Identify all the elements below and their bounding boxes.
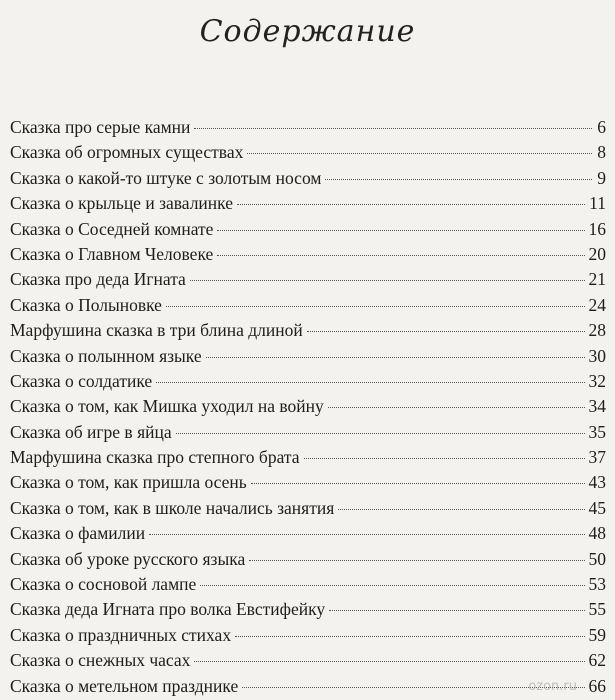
toc-entry-title: Сказка о том, как Мишка уходил на войну [10, 396, 324, 417]
toc-entry [10, 420, 606, 445]
toc-entry-title: Сказка о крыльце и завалинке [10, 193, 233, 214]
toc-entry [10, 140, 606, 165]
toc-entry [10, 623, 606, 648]
toc-entry-title: Сказка об огромных существах [10, 142, 244, 163]
toc-entry-page-number: 6 [597, 117, 606, 137]
toc-entry [10, 470, 606, 495]
dot-leader [190, 280, 585, 281]
toc-entry-page-number: 35 [588, 421, 606, 442]
toc-entry-page-number: 30 [588, 345, 606, 366]
dot-leader [251, 483, 585, 484]
toc-entry-page-number: 9 [597, 167, 606, 188]
toc-entry-title: Сказка о полынном языке [10, 345, 202, 366]
toc-entry-title: Сказка о том, как в школе начались занятия [10, 497, 335, 518]
toc-entry [10, 217, 606, 242]
toc-entry-title: Марфушина сказка про степного брата [10, 447, 300, 468]
dot-leader [149, 534, 584, 535]
toc-entry-page-number: 43 [588, 472, 606, 493]
toc-entry-page-number: 11 [589, 193, 606, 214]
dot-leader [307, 331, 585, 332]
toc-entry [10, 369, 606, 394]
toc-entry-page-number: 37 [588, 447, 606, 468]
dot-leader [235, 636, 584, 637]
dot-leader [166, 306, 585, 307]
toc-entry-title: Сказка о солдатике [10, 370, 153, 391]
toc-entry [10, 115, 606, 140]
toc-entry-page-number: 55 [588, 599, 606, 620]
toc-entry-page-number: 59 [588, 624, 606, 645]
dot-leader [329, 610, 584, 611]
dot-leader [156, 382, 584, 383]
dot-leader [176, 433, 585, 434]
toc-entry-title: Сказка о Полыновке [10, 294, 162, 315]
toc-entry [10, 344, 606, 369]
dot-leader [304, 458, 585, 459]
toc-entry-title: Сказка деда Игната про волка Евстифейку [10, 599, 326, 620]
dot-leader [217, 255, 584, 256]
toc-entry [10, 293, 606, 318]
dot-leader [206, 357, 585, 358]
toc-entry [10, 572, 606, 597]
toc-entry [10, 648, 606, 673]
toc-entry-page-number: 21 [588, 269, 606, 290]
dot-leader [338, 509, 584, 510]
dot-leader [217, 230, 584, 231]
dot-leader [200, 585, 584, 586]
toc-entry-page-number: 20 [588, 243, 606, 264]
toc-entry [10, 166, 606, 191]
toc-entry [10, 674, 606, 699]
toc-entry-page-number: 48 [588, 523, 606, 544]
toc-entry-title: Марфушина сказка в три блина длиной [10, 320, 303, 341]
toc-entry-title: Сказка об игре в яйца [10, 421, 172, 442]
toc-entry-title: Сказка о снежных часах [10, 650, 191, 671]
toc-entry-page-number: 62 [588, 650, 606, 671]
dot-leader [325, 179, 592, 180]
watermark: ozon.ru [528, 679, 577, 694]
toc-entry [10, 191, 606, 216]
toc-entry-title: Сказка про серые камни [10, 117, 191, 137]
toc-entry [10, 445, 606, 470]
dot-leader [249, 560, 584, 561]
toc-entry-title: Сказка о праздничных стихах [10, 624, 232, 645]
toc-entry-page-number: 34 [588, 396, 606, 417]
dot-leader [194, 661, 584, 662]
toc-entry [10, 267, 606, 292]
toc-entry [10, 521, 606, 546]
toc-entry [10, 242, 606, 267]
toc-entry-title: Сказка про деда Игната [10, 269, 186, 290]
page-title: Содержание [199, 14, 416, 49]
toc-entry-page-number: 28 [588, 320, 606, 341]
toc-entry-title: Сказка о Соседней комнате [10, 218, 214, 239]
toc-entry-page-number: 16 [588, 218, 606, 239]
toc-entry-page-number: 32 [588, 370, 606, 391]
table-of-contents [10, 115, 606, 699]
toc-entry-title: Сказка о фамилии [10, 523, 146, 544]
toc-entry-title: Сказка о Главном Человеке [10, 243, 214, 264]
dot-leader [194, 128, 592, 129]
toc-entry-title: Сказка о том, как пришла осень [10, 472, 247, 493]
toc-entry-page-number: 66 [588, 675, 606, 696]
toc-entry-page-number: 45 [588, 497, 606, 518]
toc-entry-page-number: 53 [588, 574, 606, 595]
toc-entry [10, 394, 606, 419]
toc-entry-title: Сказка о сосновой лампе [10, 574, 197, 595]
toc-entry-page-number: 50 [588, 548, 606, 569]
dot-leader [247, 153, 592, 154]
dot-leader [237, 204, 585, 205]
toc-entry-title: Сказка о метельном празднике [10, 675, 239, 696]
toc-entry-title: Сказка об уроке русского языка [10, 548, 246, 569]
toc-entry-title: Сказка о какой-то штуке с золотым носом [10, 167, 322, 188]
toc-entry [10, 597, 606, 622]
toc-entry-page-number: 24 [588, 294, 606, 315]
toc-entry [10, 547, 606, 572]
toc-entry-page-number: 8 [597, 142, 606, 163]
toc-entry [10, 318, 606, 343]
dot-leader [328, 407, 585, 408]
toc-entry [10, 496, 606, 521]
